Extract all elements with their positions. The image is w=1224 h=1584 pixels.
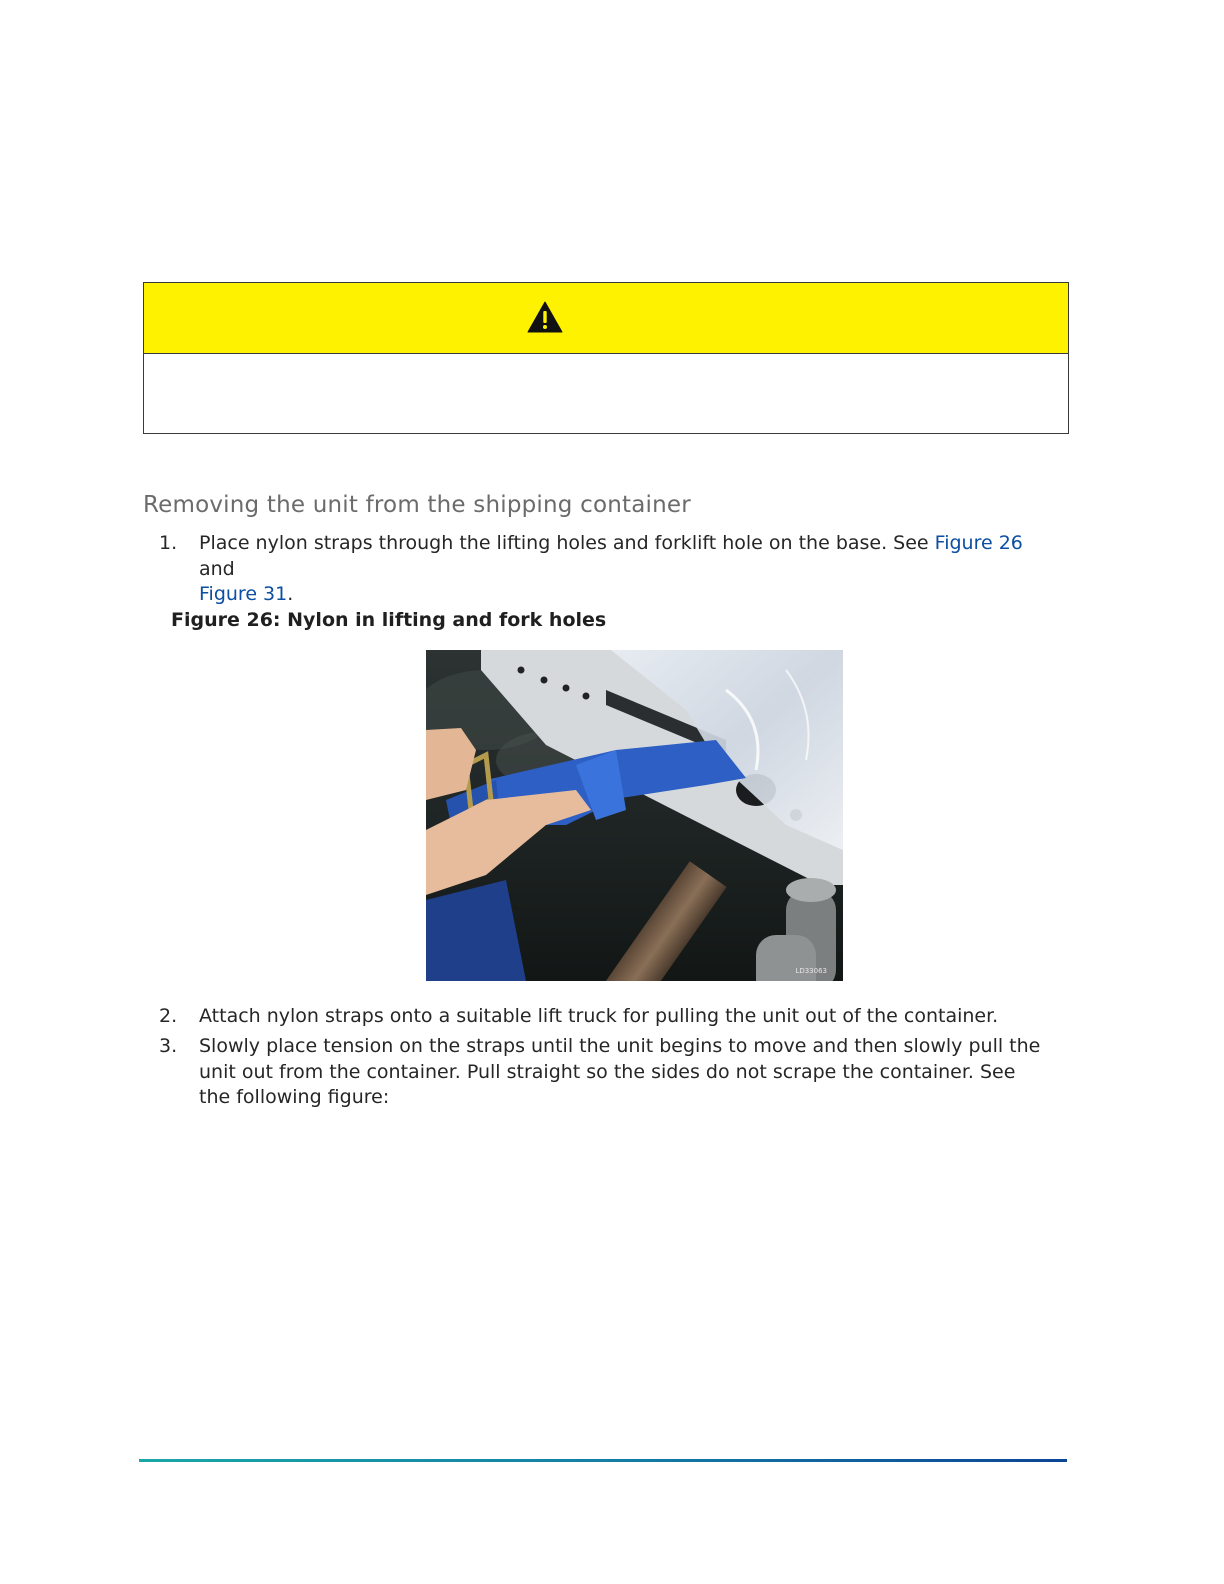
step-text-part: Place nylon straps through the lifting holes and forklift hole on the base. See: [199, 532, 935, 554]
warning-triangle-icon: [527, 301, 563, 333]
figure-photo: [426, 650, 843, 981]
section-heading: Removing the unit from the shipping container: [143, 492, 691, 518]
figure-26-link[interactable]: Figure 26: [934, 532, 1023, 554]
step-number: 2.: [159, 1005, 178, 1027]
footer-rule: [139, 1459, 1067, 1462]
step-number: 3.: [159, 1035, 178, 1057]
figure-caption: Figure 26: Nylon in lifting and fork holes: [171, 609, 607, 631]
warning-box: [143, 282, 1069, 434]
figure-31-link[interactable]: Figure 31: [199, 583, 288, 605]
warning-header: [144, 283, 1068, 354]
step-3: [143, 1034, 1043, 1111]
photo-illustration: [426, 650, 843, 981]
step-text-part: and: [199, 557, 235, 580]
step-1: [143, 531, 1063, 608]
step-text: Attach nylon straps onto a suitable lift truck for pulling the unit out of the container.: [199, 1005, 999, 1027]
step-text: Slowly place tension on the straps until the unit begins to move and then slowly pull the unit out from the container. Pull straight so the sides do not scrape the container. See the following figure:: [199, 1035, 1041, 1108]
photo-id-label: LD33063: [795, 967, 827, 975]
step-text: [199, 531, 1063, 608]
step-text-part: .: [287, 583, 294, 605]
step-number: 1.: [159, 532, 178, 554]
step-2: [143, 1004, 1063, 1030]
